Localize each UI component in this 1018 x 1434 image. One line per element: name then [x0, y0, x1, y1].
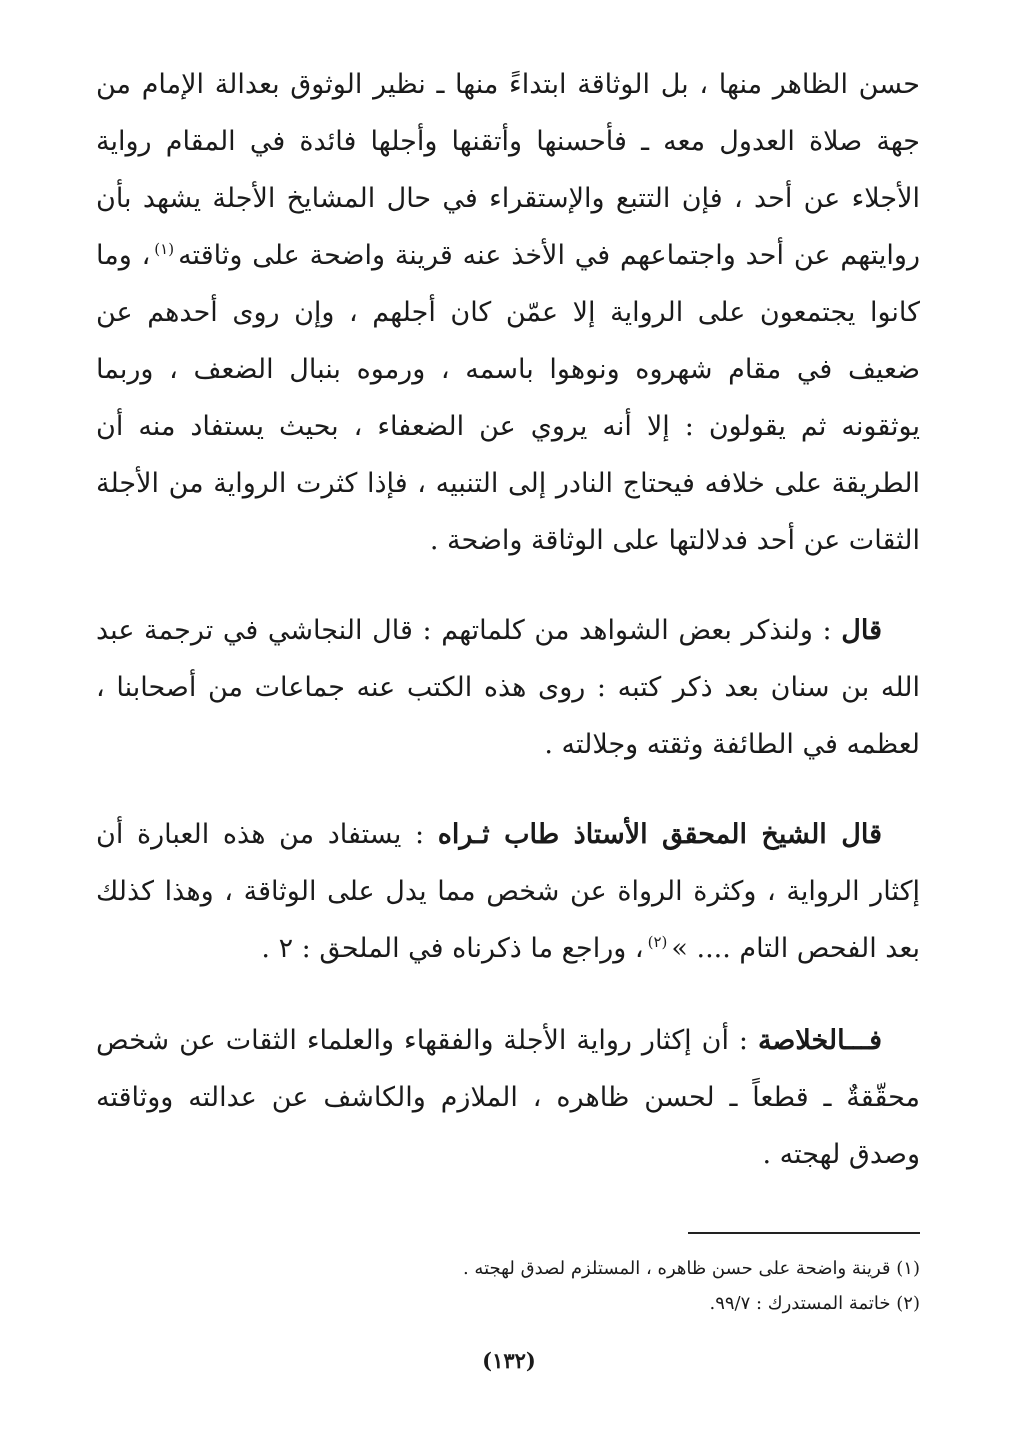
paragraph-2: [96, 602, 920, 773]
footnote-1-text: قرينة واضحة على حسن ظاهره ، المستلزم لصدق لهجته .: [462, 1258, 891, 1279]
footnote-separator: [688, 1232, 920, 1234]
paragraph-4: [96, 1012, 920, 1183]
paragraph-3-text-a: : يستفاد من هذه العبارة أن إكثار الرواية ، وكثرة الرواة عن شخص مما يدل على الوثاقة ، وهذا كذلك بعد الفحص التام .... »: [96, 819, 920, 964]
paragraph-2-text: : ولنذكر بعض الشواهد من كلماتهم : قال النجاشي في ترجمة عبد الله بن سنان بعد ذكر كتبه : روى هذه الكتب عنه جماعات من أصحابنا ، لعظمه في الطائفة وثقته وجلالته .: [96, 615, 920, 760]
paragraph-3: [96, 806, 920, 977]
paragraph-3-lead: قال الشيخ المحقق الأستاذ طاب ثـراه: [437, 819, 882, 850]
footnote-2-text: خاتمة المستدرك : ٩٩/٧.: [709, 1293, 891, 1314]
footnote-2: [360, 1291, 920, 1317]
footnote-reference-2[interactable]: (٢): [647, 933, 668, 951]
paragraph-3-text-b: ، وراجع ما ذكرناه في الملحق : ٢ .: [261, 933, 644, 964]
paragraph-4-lead: فـــالخلاصة: [757, 1025, 882, 1056]
paragraph-1: [96, 56, 920, 569]
footnote-2-marker: (٢): [896, 1293, 920, 1314]
paragraph-1-text-a: حسن الظاهر منها ، بل الوثاقة ابتداءً منها ـ نظير الوثوق بعدالة الإمام من جهة صلاة العدول معه ـ فأحسنها وأتقنها وأجلها فائدة في المقام رواية الأجلاء عن أحد ، فإن التتبع والإستقراء في حال المشايخ الأجلة يشهد بأن روايتهم عن أحد واجتماعهم في الأخذ عنه قرينة واضحة على وثاقته: [96, 69, 920, 271]
paragraph-4-text: : أن إكثار رواية الأجلة والفقهاء والعلماء الثقات عن شخص محقّقةٌ ـ قطعاً ـ لحسن ظاهره ، الملازم والكاشف عن عدالته ووثاقته وصدق لهجته .: [96, 1025, 920, 1170]
footnote-1-marker: (١): [896, 1258, 920, 1279]
footnote-1: [360, 1256, 920, 1282]
paragraph-1-text-b: ، وما كانوا يجتمعون على الرواية إلا عمّن كان أجلهم ، وإن روى أحدهم عن ضعيف في مقام شهروه ونوهوا باسمه ، ورموه بنبال الضعف ، وربما يوثقونه ثم يقولون : إلا أنه يروي عن الضعفاء ، بحيث يستفاد منه أن الطريقة على خلافه فيحتاج النادر إلى التنبيه ، فإذا كثرت الرواية من الأجلة الثقات عن أحد فدلالتها على الوثاقة واضحة .: [96, 240, 920, 556]
paragraph-2-lead: قال: [841, 615, 882, 646]
footnote-reference-1[interactable]: (١): [154, 240, 175, 258]
page-number: (١٣٢): [482, 1348, 536, 1373]
